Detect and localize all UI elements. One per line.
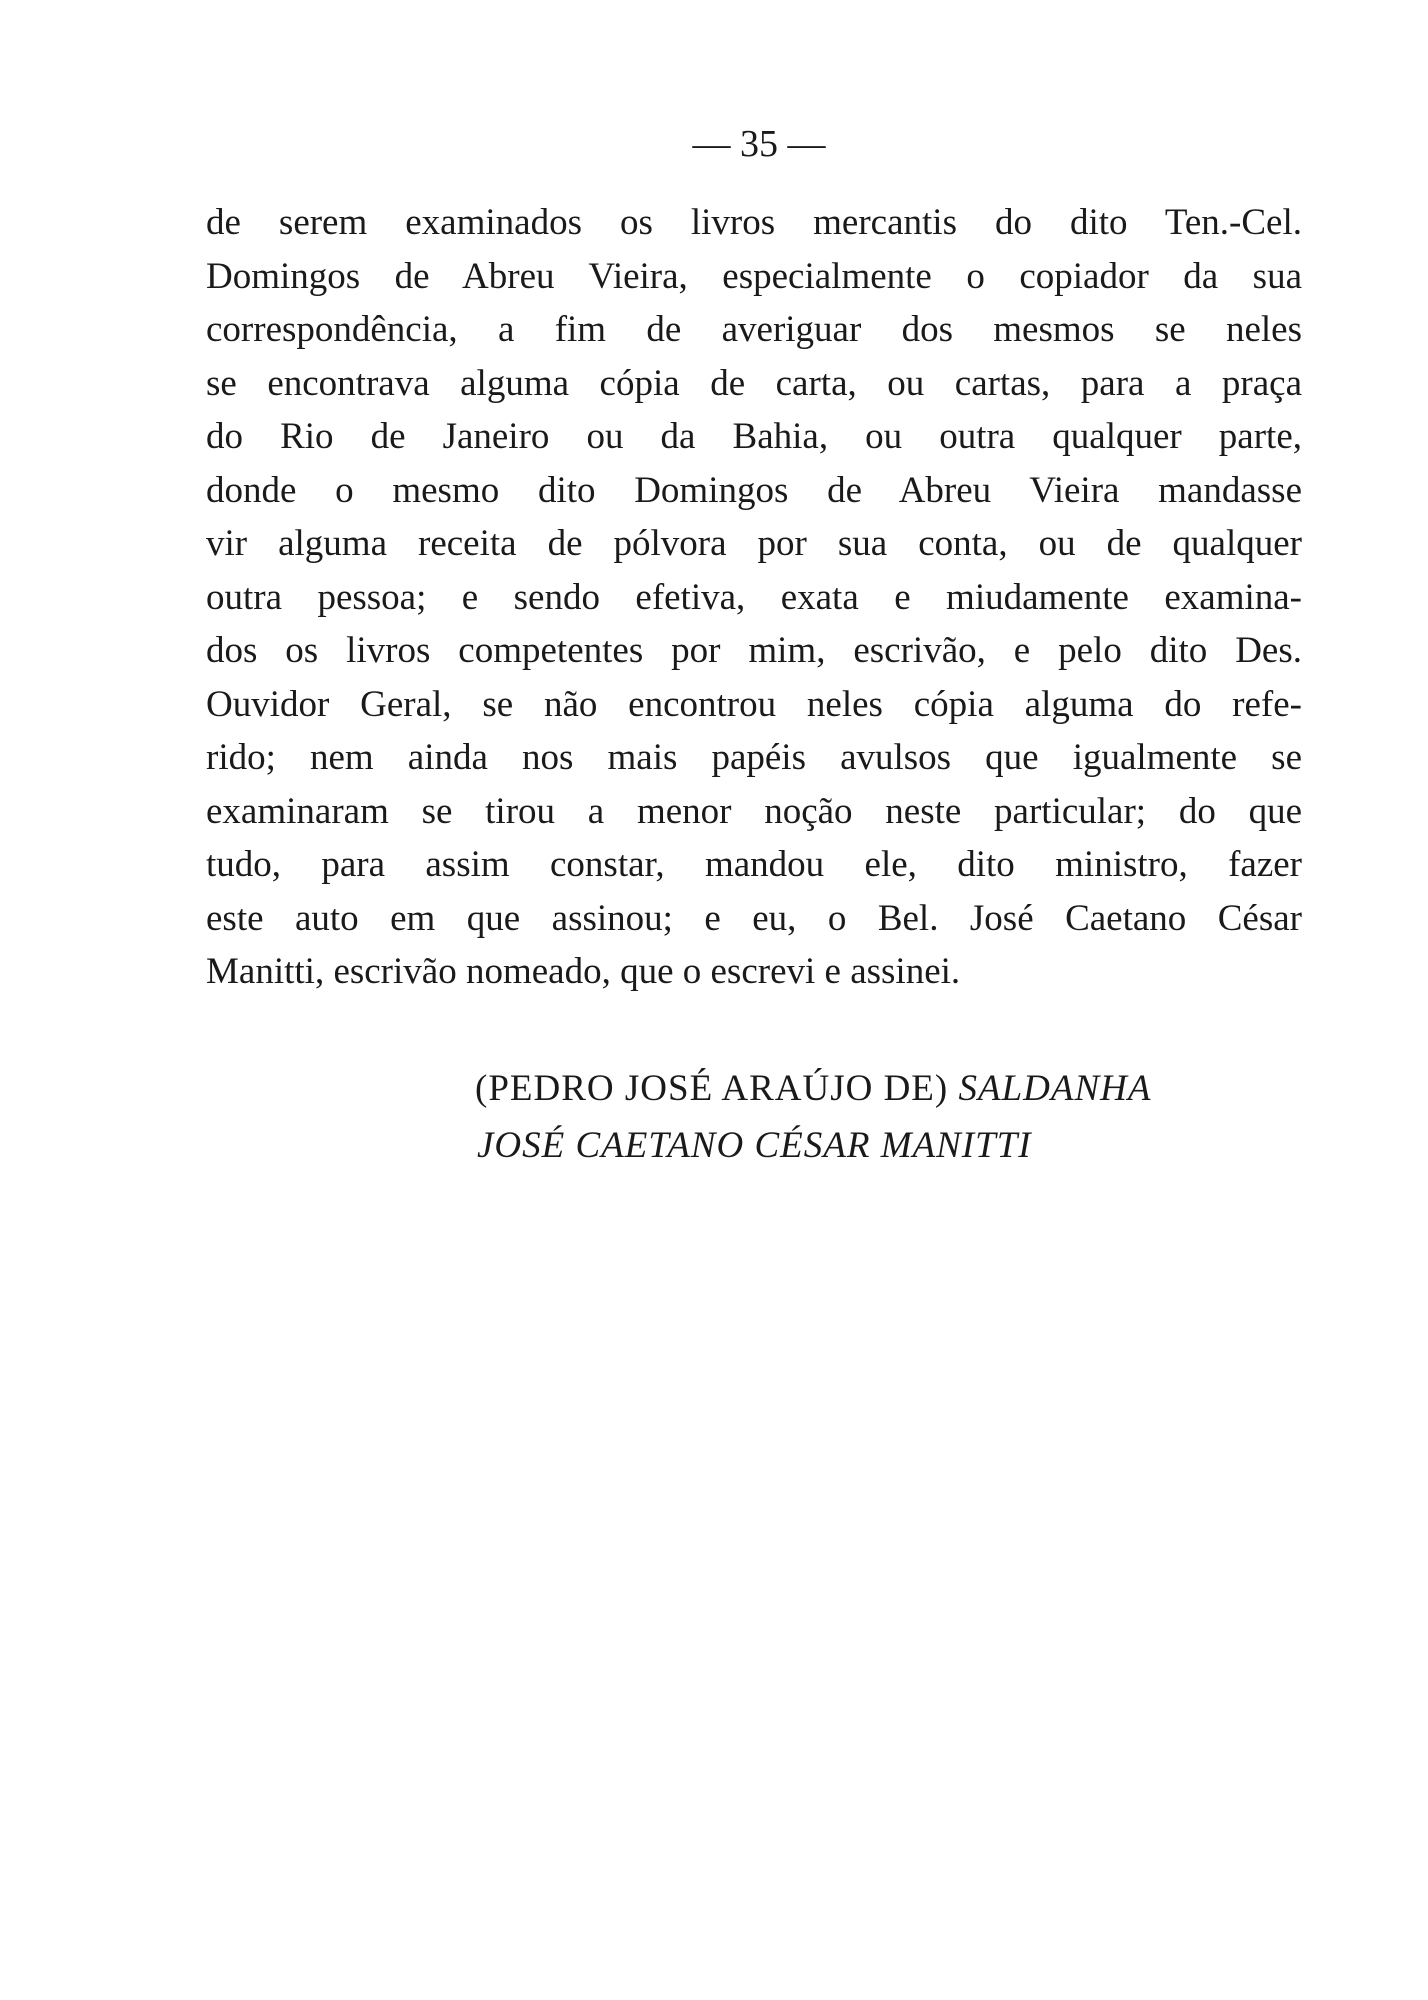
text-line: rido; nem ainda nos mais papéis avulsos que igualmente se [206,737,1302,778]
text-line: Ouvidor Geral, se não encontrou neles cópia alguma do refe- [206,683,1302,725]
text-line: Domingos de Abreu Vieira, especialmente o copiador da sua [206,255,1302,297]
text-line: vir alguma receita de pólvora por sua conta, ou de qualquer [206,523,1302,564]
text-line: se encontrava alguma cópia de carta, ou cartas, para a praça [206,362,1302,404]
text-line: tudo, para assim constar, mandou ele, dito ministro, fazer [206,844,1302,885]
signature-prefix: (PEDRO JOSÉ ARAÚJO DE) [475,1068,959,1109]
text-line: correspondência, a fim de averiguar dos mesmos se neles [206,309,1302,350]
text-line: donde o mesmo dito Domingos de Abreu Vieira mandasse [206,469,1302,511]
signature-block [475,1060,1151,1174]
text-line: Manitti, escrivão nomeado, que o escrevi e assinei. [206,951,961,992]
signature-saldanha [475,1060,1151,1117]
text-line: do Rio de Janeiro ou da Bahia, ou outra qualquer parte, [206,416,1302,457]
page-number: — 35 — [692,123,826,165]
body-paragraph [206,196,1302,999]
text-line: de serem examinados os livros mercantis do dito Ten.-Cel. [206,202,1302,243]
text-line: dos os livros competentes por mim, escrivão, e pelo dito Des. [206,630,1302,671]
text-line: examinaram se tirou a menor noção neste particular; do que [206,790,1302,832]
signature-manitti: JOSÉ CAETANO CÉSAR MANITTI [477,1125,1032,1166]
text-line: outra pessoa; e sendo efetiva, exata e miudamente examina- [206,576,1302,618]
signature-surname: SALDANHA [958,1068,1152,1109]
text-line: este auto em que assinou; e eu, o Bel. José Caetano César [206,897,1302,939]
